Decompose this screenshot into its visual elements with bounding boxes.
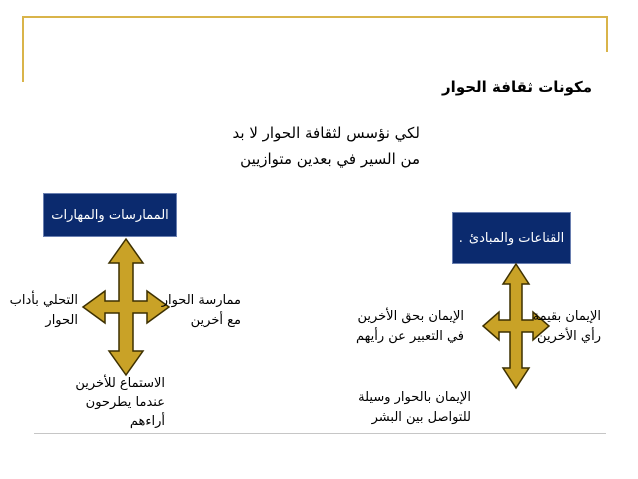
intro-line-2: من السير في بعدين متوازيين bbox=[240, 150, 420, 168]
intro-line-1: لكي نؤسس لثقافة الحوار لا بد bbox=[232, 124, 420, 142]
left-four-way-arrow bbox=[81, 237, 171, 377]
bottom-rule bbox=[34, 433, 606, 434]
right-rule bbox=[606, 16, 608, 52]
practices-skills-box bbox=[43, 193, 177, 237]
top-rule bbox=[22, 16, 607, 18]
left-rule bbox=[22, 16, 24, 82]
right-branch-bottom-text: الإيمان بالحوار وسيلة للتواصل بين البشر bbox=[358, 390, 471, 425]
box-dot: . bbox=[458, 230, 463, 246]
left-branch-left-text: التحلي بأداب الحوار bbox=[9, 293, 78, 328]
right-branch-left-text: الإيمان بحق الأخرين في التعبير عن رأيهم bbox=[355, 309, 464, 344]
left-branch-bottom-text: الاستماع للأخرين عندما يطرحون أراءهم bbox=[75, 376, 165, 429]
convictions-principles-label: القناعات والمبادئ bbox=[468, 230, 565, 246]
practices-skills-label: الممارسات والمهارات bbox=[51, 207, 169, 223]
convictions-principles-box bbox=[452, 212, 571, 264]
slide-title: مكونات ثقافة الحوار bbox=[442, 78, 592, 96]
right-branch-right-text: الإيمان بقيمة رأي الأخرين bbox=[532, 309, 601, 344]
left-branch-right-text: ممارسة الحوار مع أخرين bbox=[161, 293, 241, 328]
